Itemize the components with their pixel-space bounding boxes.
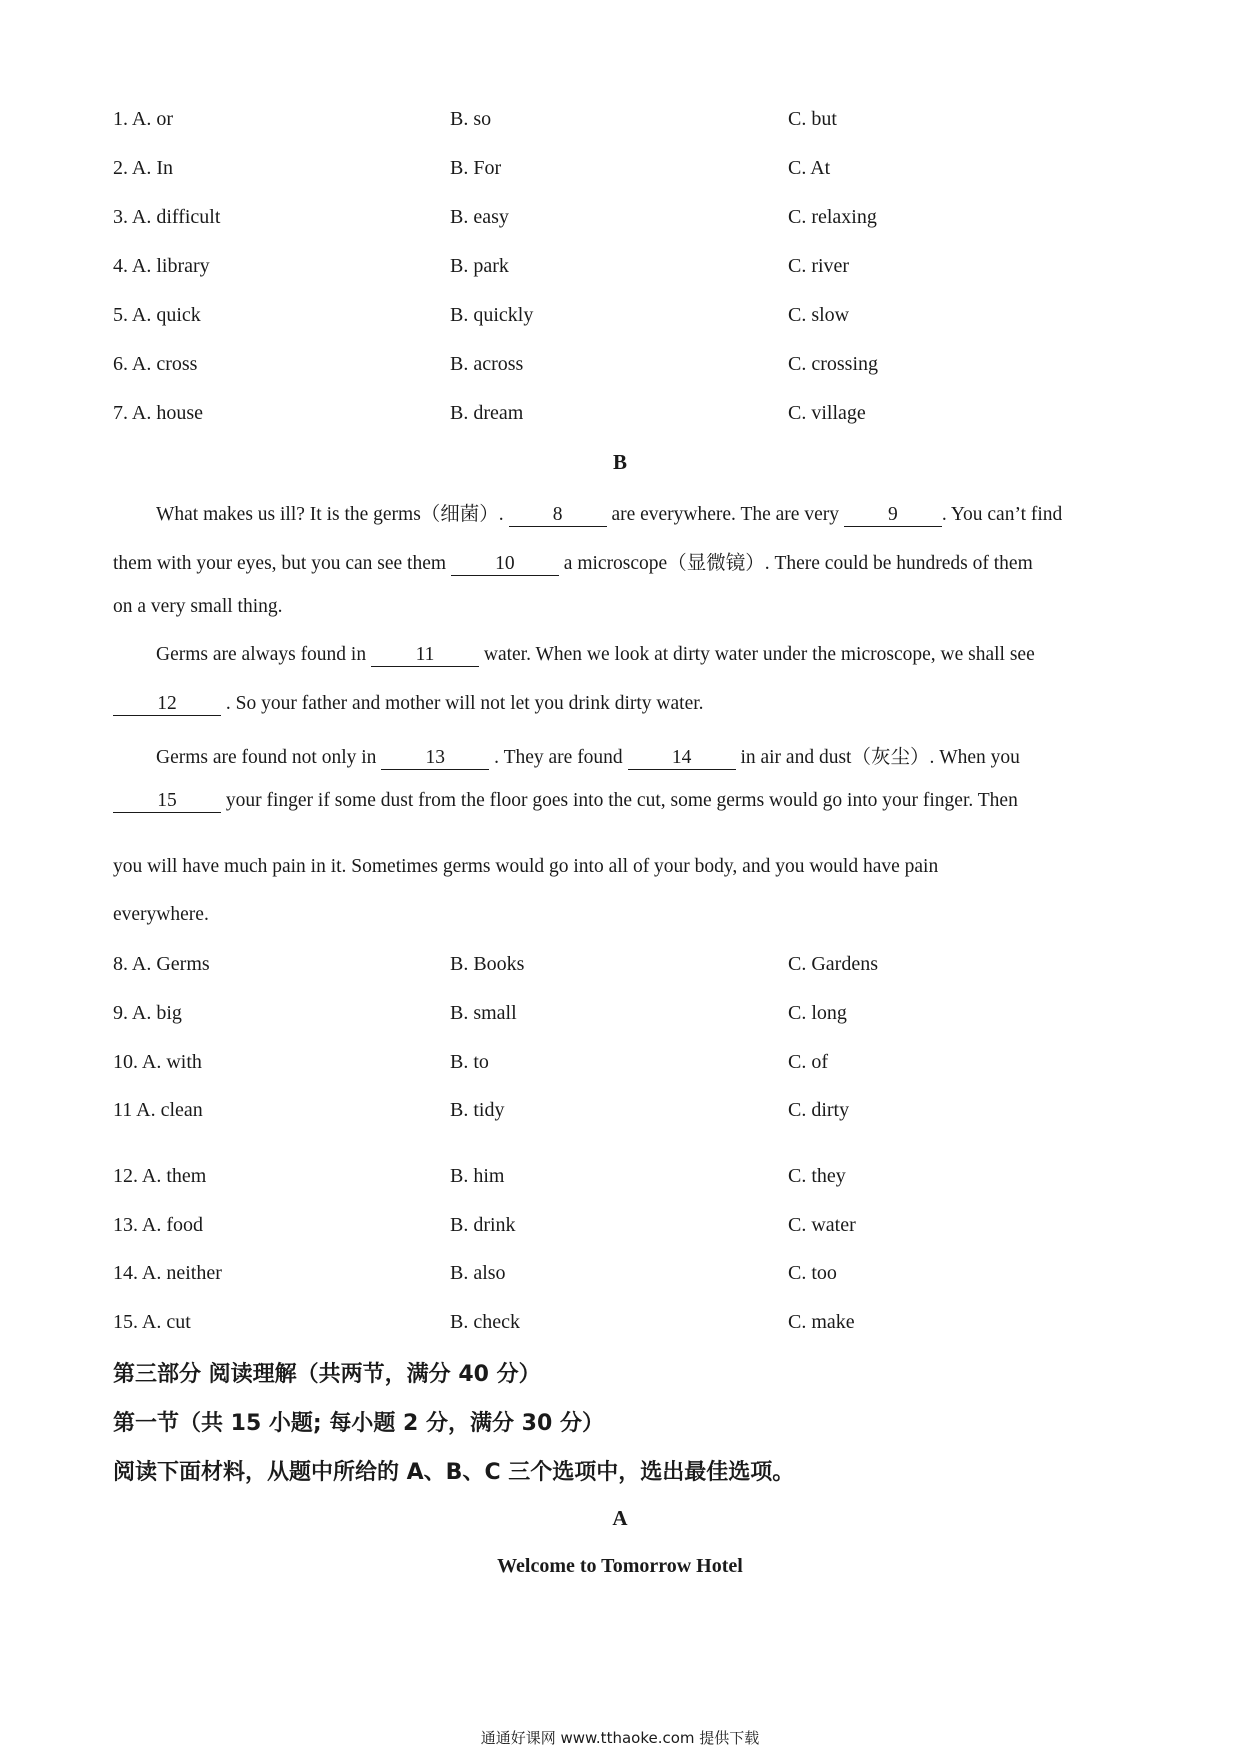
option-a: 1. A. or [113, 108, 173, 130]
passage-line [113, 790, 1018, 813]
option-b: B. him [450, 1165, 505, 1187]
option-row [0, 1311, 1240, 1343]
option-row [0, 255, 1240, 287]
option-a: 15. A. cut [113, 1311, 191, 1333]
option-b: B. small [450, 1002, 517, 1024]
blank-8: 8 [509, 504, 607, 527]
option-b: B. also [450, 1262, 506, 1284]
option-c: C. make [788, 1311, 855, 1333]
option-c: C. water [788, 1214, 856, 1236]
blank-13: 13 [381, 747, 489, 770]
blank-15: 15 [113, 790, 221, 813]
option-a: 12. A. them [113, 1165, 207, 1187]
option-a: 8. A. Germs [113, 953, 210, 975]
option-c: C. crossing [788, 353, 878, 375]
passage-text: . So your father and mother will not let you drink dirty water. [225, 693, 704, 714]
option-row [0, 953, 1240, 985]
option-row [0, 402, 1240, 434]
section-heading-b: B [612, 450, 627, 474]
blank-12: 12 [113, 693, 221, 716]
blank-9: 9 [844, 504, 942, 527]
option-a: 3. A. difficult [113, 206, 221, 228]
option-b: B. For [450, 157, 502, 179]
option-a: 10. A. with [113, 1051, 202, 1073]
passage-text: . They are found [494, 747, 623, 768]
option-row [0, 1214, 1240, 1246]
blank-11: 11 [371, 644, 479, 667]
passage-line [113, 547, 1033, 576]
option-row [0, 108, 1240, 140]
passage-text: water. When we look at dirty water under the microscope, we shall see [483, 644, 1035, 665]
passage-text: Germs are found not only in [156, 747, 377, 768]
passage-line [156, 741, 1020, 770]
passage-text: a microscope（显微镜）. There could be hundreds of them [563, 553, 1033, 574]
passage-line: everywhere. [113, 904, 209, 925]
passage-text: them with your eyes, but you can see them [113, 553, 447, 574]
passage-text: in air and dust（灰尘）. When you [740, 747, 1020, 768]
option-row [0, 304, 1240, 336]
passage-line: you will have much pain in it. Sometimes germs would go into all of your body, and you would have pain [113, 856, 939, 877]
option-row [0, 1165, 1240, 1197]
instruction-text: 阅读下面材料，从题中所给的 A、B、C 三个选项中，选出最佳选项。 [113, 1460, 795, 1485]
passage-title: Welcome to Tomorrow Hotel [497, 1555, 743, 1577]
passage-text: What makes us ill? It is the germs（细菌）. [156, 504, 504, 525]
passage-line [113, 693, 704, 716]
section-title: 第一节（共 15 小题; 每小题 2 分，满分 30 分） [113, 1411, 604, 1436]
option-c: C. Gardens [788, 953, 878, 975]
option-b: B. Books [450, 953, 525, 975]
option-c: C. but [788, 108, 837, 130]
option-b: B. park [450, 255, 509, 277]
option-b: B. quickly [450, 304, 534, 326]
option-b: B. to [450, 1051, 489, 1073]
option-c: C. dirty [788, 1099, 850, 1121]
footer-text: 通通好课网 www.tthaoke.com 提供下载 [480, 1729, 760, 1747]
option-row [0, 1051, 1240, 1083]
passage-line [156, 644, 1035, 667]
option-a: 13. A. food [113, 1214, 203, 1236]
option-b: B. dream [450, 402, 524, 424]
passage-line [156, 498, 1062, 527]
option-a: 14. A. neither [113, 1262, 222, 1284]
option-c: C. they [788, 1165, 846, 1187]
option-c: C. village [788, 402, 866, 424]
passage-text: . You can’t find [941, 504, 1063, 525]
option-a: 5. A. quick [113, 304, 201, 326]
option-row [0, 1002, 1240, 1034]
option-b: B. so [450, 108, 492, 130]
part-title: 第三部分 阅读理解（共两节，满分 40 分） [113, 1362, 541, 1387]
option-a: 2. A. In [113, 157, 173, 179]
option-a: 4. A. library [113, 255, 210, 277]
passage-line: on a very small thing. [113, 596, 283, 617]
option-c: C. river [788, 255, 850, 277]
option-row [0, 1099, 1240, 1131]
section-heading-a: A [612, 1506, 628, 1530]
option-c: C. slow [788, 304, 850, 326]
option-c: C. too [788, 1262, 837, 1284]
passage-text: are everywhere. The are very [611, 504, 839, 525]
option-b: B. across [450, 353, 524, 375]
blank-14: 14 [628, 747, 736, 770]
option-c: C. of [788, 1051, 828, 1073]
option-a: 9. A. big [113, 1002, 182, 1024]
passage-text: your finger if some dust from the floor goes into the cut, some germs would go into your finger. Then [225, 790, 1018, 811]
passage-text: Germs are always found in [156, 644, 367, 665]
option-b: B. drink [450, 1214, 516, 1236]
option-row [0, 1262, 1240, 1294]
option-b: B. easy [450, 206, 509, 228]
option-c: C. At [788, 157, 831, 179]
option-row [0, 206, 1240, 238]
option-row [0, 353, 1240, 385]
option-row [0, 157, 1240, 189]
option-a: 6. A. cross [113, 353, 198, 375]
option-b: B. check [450, 1311, 520, 1333]
option-a: 11 A. clean [113, 1099, 203, 1121]
option-c: C. relaxing [788, 206, 877, 228]
option-a: 7. A. house [113, 402, 203, 424]
option-c: C. long [788, 1002, 847, 1024]
blank-10: 10 [451, 553, 559, 576]
option-b: B. tidy [450, 1099, 505, 1121]
